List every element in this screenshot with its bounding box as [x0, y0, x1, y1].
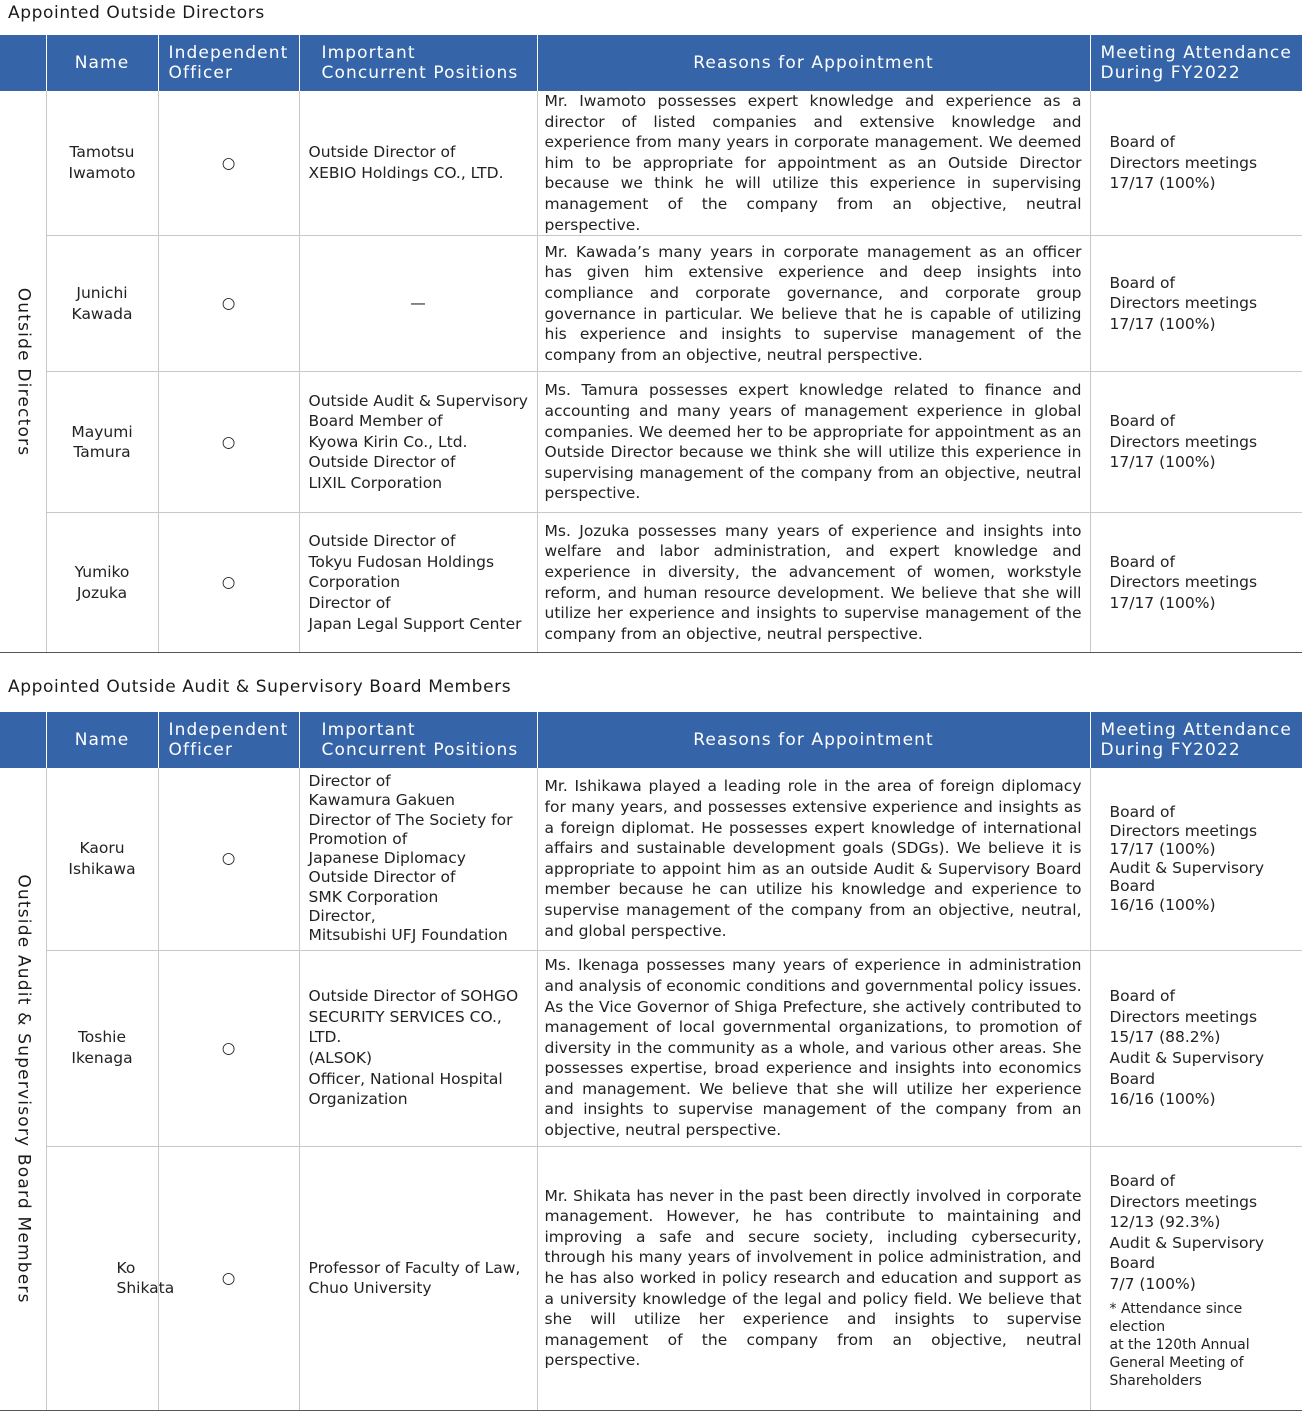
header-attendance: Meeting Attendance During FY2022 — [1090, 35, 1302, 91]
header-attendance: Meeting Attendance During FY2022 — [1090, 712, 1302, 768]
independent-mark: ○ — [158, 236, 299, 372]
independent-mark: ○ — [158, 768, 299, 950]
independent-mark: ○ — [158, 1146, 299, 1411]
appointment-reason: Mr. Shikata has never in the past been directly involved in corporate management. However, he has contribute to maintaining and improving a safe and secure society, including cybersecurity, through his many years of involvement in police administration, and he has also worked in policy research and education and support as a university knowledge of the legal and policy field. We believe that she will utilize her experience and insights to supervise management of the company from an objective, neutral perspective. — [537, 1146, 1090, 1411]
concurrent-positions: Outside Director of SOHGO SECURITY SERVICES CO., LTD. (ALSOK) Officer, National Hospital Organization — [299, 950, 537, 1146]
meeting-attendance: Board of Directors meetings 17/17 (100%) — [1090, 91, 1302, 236]
side-label-cell — [0, 91, 46, 653]
concurrent-positions: Outside Director of Tokyu Fudosan Holdings Corporation Director of Japan Legal Support Center — [299, 513, 537, 653]
meeting-attendance: Board of Directors meetings 15/17 (88.2%) Audit & Supervisory Board 16/16 (100%) — [1090, 950, 1302, 1146]
table-row — [0, 91, 1302, 236]
meeting-attendance: Board of Directors meetings 17/17 (100%) Audit & Supervisory Board 16/16 (100%) — [1090, 768, 1302, 950]
director-name: Tamotsu Iwamoto — [46, 91, 158, 236]
header-name: Name — [46, 35, 158, 91]
directors-section-title: Appointed Outside Directors — [8, 3, 265, 23]
concurrent-positions: Outside Director of XEBIO Holdings CO., LTD. — [299, 91, 537, 236]
appointment-reason: Ms. Ikenaga possesses many years of experience in administration and analysis of economic conditions and governmental policy issues. As the Vice Governor of Shiga Prefecture, she actively contributed to management of local governmental organizations, to promotion of diversity in the community as a whole, and various other areas. She possesses expertise, broad experience and insights into economics and management. We believe that she will utilize her experience and insights to supervise management of the company from an objective, neutral perspective. — [537, 950, 1090, 1146]
header-name: Name — [46, 712, 158, 768]
meeting-attendance: Board of Directors meetings 17/17 (100%) — [1090, 372, 1302, 513]
header-reasons: Reasons for Appointment — [537, 35, 1090, 91]
attendance-footnote: * Attendance since election at the 120th Annual General Meeting of Shareholders — [1110, 1300, 1302, 1390]
attendance-text: Board of Directors meetings 12/13 (92.3%) Audit & Supervisory Board 7/7 (100%) — [1110, 1172, 1265, 1293]
table-row — [0, 513, 1302, 653]
appointment-reason: Ms. Tamura possesses expert knowledge related to finance and accounting and many years of management experience in global companies. We deemed her to be appropriate for appointment as an Outside Director because we think she will utilize this experience in supervising management of the company from an objective, neutral perspective. — [537, 372, 1090, 513]
appointment-reason: Ms. Jozuka possesses many years of experience and insights into welfare and labor administration, and expert knowledge and experience in diversity, the advancement of women, workstyle reform, and human resource development. We believe that she will utilize her experience and insights to supervise management of the company from an objective, neutral perspective. — [537, 513, 1090, 653]
appointment-reason: Mr. Iwamoto possesses expert knowledge and experience as a director of listed companies and extensive knowledge and experience from many years in corporate management. We deemed him to be appropriate for appointment as an Outside Director because we think he will utilize this experience in supervising management of the company from an objective, neutral perspective. — [537, 91, 1090, 236]
table-row — [0, 1146, 1302, 1411]
meeting-attendance: Board of Directors meetings 17/17 (100%) — [1090, 513, 1302, 653]
concurrent-positions: Professor of Faculty of Law, Chuo University — [299, 1146, 537, 1411]
concurrent-positions: Director of Kawamura Gakuen Director of The Society for Promotion of Japanese Diplomacy Outside Director of SMK Corporation Director, Mitsubishi UFJ Foundation — [299, 768, 537, 950]
outside-directors-table — [0, 35, 1302, 653]
header-reasons: Reasons for Appointment — [537, 712, 1090, 768]
independent-mark: ○ — [158, 91, 299, 236]
appointment-reason: Mr. Kawada’s many years in corporate management as an officer has given him extensive experience and deep insights into compliance and corporate governance, and corporate group governance in particular. We believe that he is capable of utilizing his experience and insights to supervise management of the company from an objective, neutral perspective. — [537, 236, 1090, 372]
header-blank — [0, 35, 46, 91]
concurrent-positions: — — [299, 236, 537, 372]
outside-auditors-table — [0, 712, 1302, 1411]
side-label: Outside Audit & Supervisory Board Members — [12, 874, 33, 1303]
appointment-reason: Mr. Ishikawa played a leading role in the area of foreign diplomacy for many years, and possesses extensive experience and insights as a foreign diplomat. He possesses expert knowledge of international affairs and sustainable development goals (SDGs). We believe it is appropriate to appoint him as an outside Audit & Supervisory Board member because he can utilize his knowledge and experience to supervise management of the company from an objective, neutral, and global perspective. — [537, 768, 1090, 950]
side-label-cell — [0, 768, 46, 1411]
director-name: Yumiko Jozuka — [46, 513, 158, 653]
header-positions: Important Concurrent Positions — [299, 35, 537, 91]
table-row — [0, 768, 1302, 950]
concurrent-positions: Outside Audit & Supervisory Board Member of Kyowa Kirin Co., Ltd. Outside Director of LIXIL Corporation — [299, 372, 537, 513]
side-label: Outside Directors — [12, 287, 33, 456]
table-header-row — [0, 712, 1302, 768]
header-positions: Important Concurrent Positions — [299, 712, 537, 768]
director-name: Mayumi Tamura — [46, 372, 158, 513]
independent-mark: ○ — [158, 950, 299, 1146]
auditors-section-title: Appointed Outside Audit & Supervisory Board Members — [8, 677, 511, 697]
independent-mark: ○ — [158, 513, 299, 653]
meeting-attendance: Board of Directors meetings 17/17 (100%) — [1090, 236, 1302, 372]
table-row — [0, 950, 1302, 1146]
meeting-attendance — [1090, 1146, 1302, 1411]
director-name: Junichi Kawada — [46, 236, 158, 372]
header-independent: Independent Officer — [158, 712, 299, 768]
auditor-name: Ko Shikata — [46, 1146, 158, 1411]
header-blank — [0, 712, 46, 768]
header-independent: Independent Officer — [158, 35, 299, 91]
auditor-name: Kaoru Ishikawa — [46, 768, 158, 950]
table-row — [0, 372, 1302, 513]
table-row — [0, 236, 1302, 372]
auditor-name: Toshie Ikenaga — [46, 950, 158, 1146]
table-header-row — [0, 35, 1302, 91]
independent-mark: ○ — [158, 372, 299, 513]
